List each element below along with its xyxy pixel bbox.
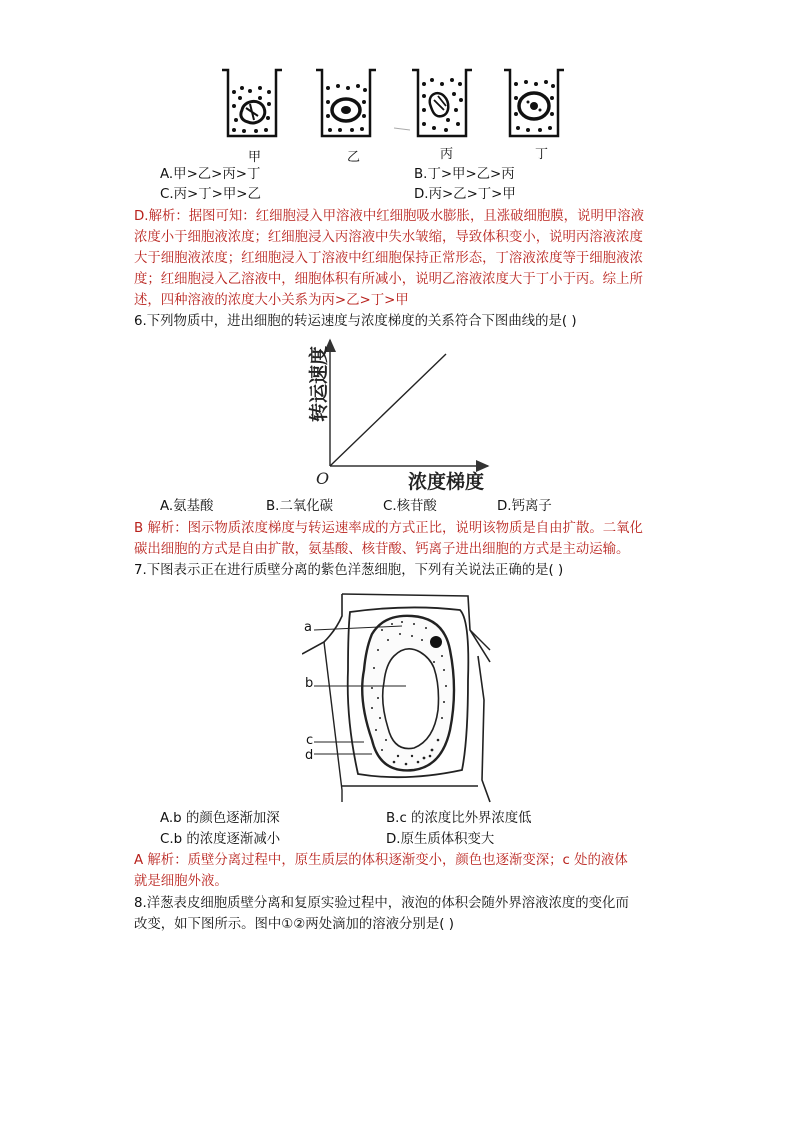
series-line — [330, 354, 446, 466]
beaker-jia — [222, 70, 282, 136]
q6-option-a: A.氨基酸 — [160, 499, 214, 514]
onion-cell-diagram — [302, 590, 502, 805]
q8-question-line: 改变，如下图所示。图中①②两处滴加的溶液分别是( ) — [134, 917, 454, 932]
beaker-label-ding: 丁 — [535, 147, 549, 162]
diagram-label-b: b — [305, 676, 314, 691]
diagram-label-a: a — [304, 620, 312, 635]
q6-option-d: D.钙离子 — [497, 499, 552, 514]
q5-option-d: D.丙>乙>丁>甲 — [414, 187, 516, 202]
q5-option-a: A.甲>乙>丙>丁 — [160, 167, 261, 182]
q6-chart — [290, 330, 510, 500]
q5-analysis-line: D.解析：据图可知：红细胞浸入甲溶液中红细胞吸水膨胀，且涨破细胞膜，说明甲溶液 — [134, 209, 645, 224]
beaker-label-yi: 乙 — [347, 150, 361, 165]
beaker-ding — [504, 70, 564, 136]
q6-option-b: B.二氧化碳 — [266, 499, 334, 514]
y-axis-label: 转运速度 — [308, 345, 330, 422]
q6-question: 6.下列物质中，进出细胞的转运速度与浓度梯度的关系符合下图曲线的是( ) — [134, 314, 577, 329]
beaker-yi — [316, 70, 376, 136]
q6-option-c: C.核苷酸 — [383, 499, 437, 514]
q7-option-b: B.c 的浓度比外界浓度低 — [386, 811, 532, 826]
q5-analysis-line: 大于细胞液浓度；红细胞浸入丁溶液中红细胞保持正常形态，丁溶液浓度等于细胞液浓 — [134, 251, 643, 266]
q7-option-a: A.b 的颜色逐渐加深 — [160, 811, 280, 826]
q6-analysis-line: 碳出细胞的方式是自由扩散，氨基酸、核苷酸、钙离子进出细胞的方式是主动运输。 — [134, 542, 630, 557]
q5-option-b: B.丁>甲>乙>丙 — [414, 167, 515, 182]
q5-analysis-line: 述，四种溶液的浓度大小关系为丙>乙>丁>甲 — [134, 293, 409, 308]
beakers-figure — [214, 58, 564, 148]
beaker-bing — [412, 70, 472, 136]
x-axis-label: 浓度梯度 — [408, 471, 485, 493]
beaker-label-jia: 甲 — [248, 150, 262, 165]
beaker-label-bing: 丙 — [440, 147, 454, 162]
q7-option-d: D.原生质体积变大 — [386, 832, 495, 847]
q5-option-c: C.丙>丁>甲>乙 — [160, 187, 261, 202]
q7-question: 7.下图表示正在进行质壁分离的紫色洋葱细胞，下列有关说法正确的是( ) — [134, 563, 564, 578]
q5-analysis-line: 浓度小于细胞液浓度；红细胞浸入丙溶液中失水皱缩，导致体积变小，说明丙溶液浓度 — [134, 230, 643, 245]
diagram-label-c: c — [306, 733, 314, 748]
q7-option-c: C.b 的浓度逐渐减小 — [160, 832, 281, 847]
q7-analysis-line: A 解析：质壁分离过程中，原生质层的体积逐渐变小，颜色也逐渐变深；c 处的液体 — [134, 853, 628, 868]
diagram-label-d: d — [305, 748, 314, 763]
q6-analysis-line: B 解析：图示物质浓度梯度与转运速率成的方式正比，说明该物质是自由扩散。二氧化 — [134, 521, 643, 536]
q5-analysis-line: 度；红细胞浸入乙溶液中，细胞体积有所减小，说明乙溶液浓度大于丁小于丙。综上所 — [134, 272, 643, 287]
origin-label: O — [316, 469, 330, 488]
q8-question-line: 8.洋葱表皮细胞质壁分离和复原实验过程中，液泡的体积会随外界溶液浓度的变化而 — [134, 896, 629, 911]
q7-analysis-line: 就是细胞外液。 — [134, 874, 228, 889]
